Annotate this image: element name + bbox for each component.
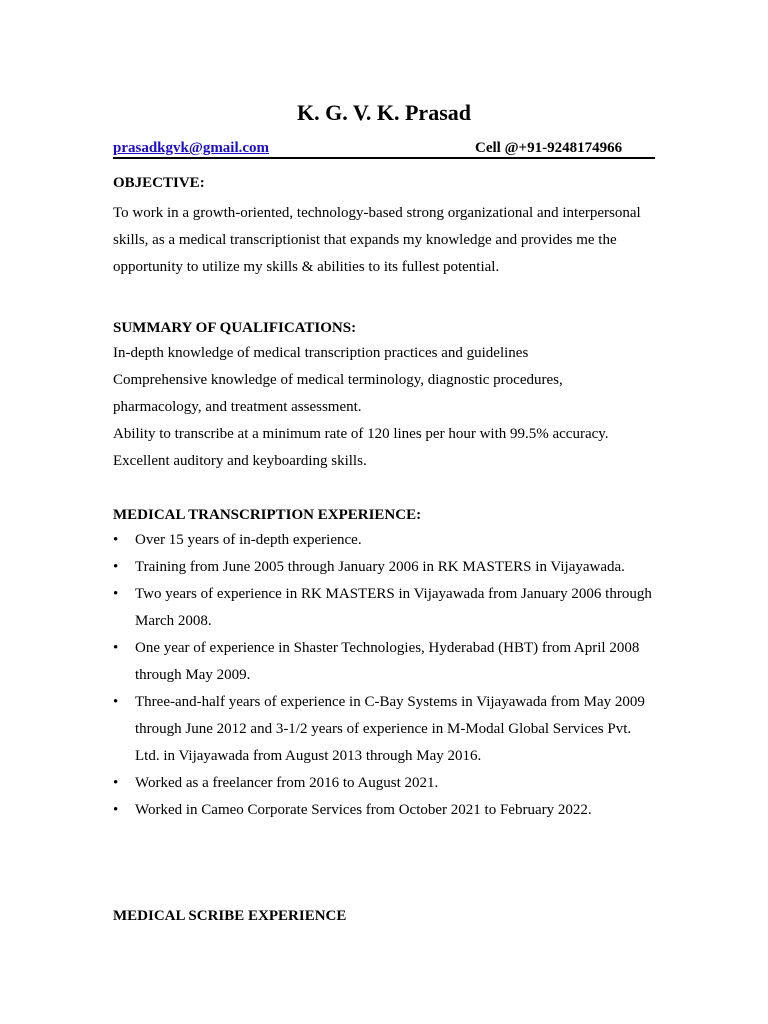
summary-heading: SUMMARY OF QUALIFICATIONS: bbox=[113, 320, 357, 336]
list-item bbox=[113, 527, 658, 554]
list-item bbox=[113, 797, 658, 824]
summary-item: Comprehensive knowledge of medical terminology, diagnostic procedures, pharmacology, and treatment assessment. bbox=[113, 372, 563, 415]
bullet-icon: • bbox=[113, 775, 119, 791]
list-item bbox=[113, 770, 658, 797]
cell-number: Cell @+91-9248174966 bbox=[475, 140, 623, 156]
bullet-icon: • bbox=[113, 559, 119, 575]
bullet-icon: • bbox=[113, 640, 119, 656]
summary-item: Ability to transcribe at a minimum rate of 120 lines per hour with 99.5% accuracy. bbox=[113, 426, 609, 442]
bullet-icon: • bbox=[113, 694, 119, 710]
mt-experience-heading: MEDICAL TRANSCRIPTION EXPERIENCE: bbox=[113, 507, 422, 523]
summary-list bbox=[113, 340, 658, 475]
objective-paragraph: To work in a growth-oriented, technology-based strong organizational and interpersonal skills, as a medical transcriptionist that expands my knowledge and provides me the opportunity to utilize my skills & abilities to its fullest potential. bbox=[113, 205, 641, 275]
list-item bbox=[113, 635, 658, 689]
objective-text bbox=[113, 200, 658, 281]
summary-item: In-depth knowledge of medical transcription practices and guidelines bbox=[113, 345, 529, 361]
list-item-text: Over 15 years of in-depth experience. bbox=[135, 532, 362, 548]
list-item bbox=[113, 554, 658, 581]
mt-experience-list bbox=[113, 527, 658, 824]
email-link[interactable]: prasadkgvk@gmail.com bbox=[113, 140, 270, 156]
objective-heading: OBJECTIVE: bbox=[113, 175, 205, 191]
list-item bbox=[113, 689, 658, 770]
list-item-text: Worked in Cameo Corporate Services from October 2021 to February 2022. bbox=[135, 802, 592, 818]
contact-line bbox=[113, 139, 655, 159]
scribe-experience-heading: MEDICAL SCRIBE EXPERIENCE bbox=[113, 908, 347, 924]
list-item-text: Three-and-half years of experience in C-Bay Systems in Vijayawada from May 2009 through June 2012 and 3-1/2 years of experience in M-Modal Global Services Pvt. Ltd. in Vijayawada from August 2013 through May 2016. bbox=[135, 694, 645, 764]
list-item-text: Training from June 2005 through January 2006 in RK MASTERS in Vijayawada. bbox=[135, 559, 625, 575]
bullet-icon: • bbox=[113, 586, 119, 602]
bullet-icon: • bbox=[113, 532, 119, 548]
candidate-name: K. G. V. K. Prasad bbox=[297, 100, 471, 125]
list-item-text: One year of experience in Shaster Technologies, Hyderabad (HBT) from April 2008 through May 2009. bbox=[135, 640, 640, 683]
list-item-text: Two years of experience in RK MASTERS in Vijayawada from January 2006 through March 2008. bbox=[135, 586, 652, 629]
list-item-text: Worked as a freelancer from 2016 to August 2021. bbox=[135, 775, 439, 791]
list-item bbox=[113, 581, 658, 635]
summary-item: Excellent auditory and keyboarding skills. bbox=[113, 453, 367, 469]
bullet-icon: • bbox=[113, 802, 119, 818]
